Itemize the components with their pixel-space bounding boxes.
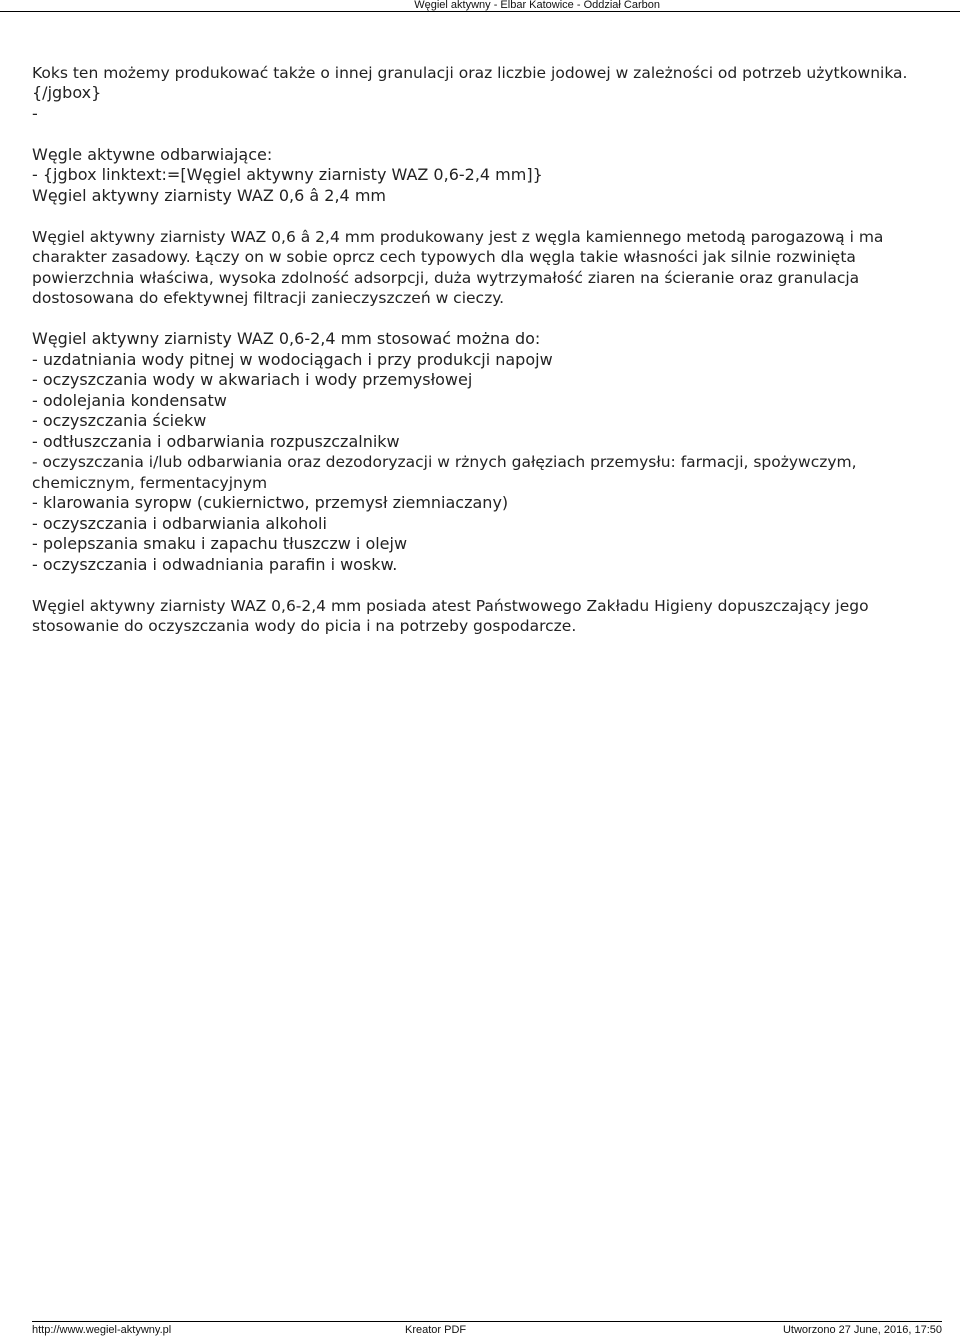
application-item: - uzdatniania wody pitnej w wodociągach i przy produkcji napojw [32, 349, 553, 369]
section-heading: Węgle aktywne odbarwiające: [32, 144, 278, 164]
application-item: - oczyszczania i/lub odbarwiania oraz dezodoryzacji w rżnych gałęziach przemysłu: farmacji, spożywczym, chemicznym, fermentacyjnym [32, 453, 857, 492]
blank-line [32, 42, 942, 63]
applications-heading: Węgiel aktywny ziarnisty WAZ 0,6-2,4 mm stosować można do: [32, 329, 546, 348]
blank-line [32, 575, 942, 596]
blank-line [32, 124, 942, 145]
product-title: Węgiel aktywny ziarnisty WAZ 0,6 â 2,4 mm [32, 185, 386, 205]
application-item: - oczyszczania ściekw [32, 411, 207, 430]
text-line: {/jgbox} [32, 83, 107, 102]
blank-line [32, 309, 942, 330]
page-footer [32, 1321, 942, 1338]
product-description: Węgiel aktywny ziarnisty WAZ 0,6 â 2,4 mm produkowany jest z węgla kamiennego metodą parogazową i ma charakter zasadowy. Łączy on w sobie oprcz cech typowych dla węgla takie własności jak silnie rozwinięta powierzchnia właściwa, wysoka zdolność adsorpcji, duża wytrzymałość ziaren na ścieranie oraz granulacja dostosowana do efektywnej filtracji zanieczyszczeń w cieczy. [32, 227, 884, 307]
application-item: - polepszania smaku i zapachu tłuszczw i olejw [32, 534, 408, 553]
document-body [32, 42, 942, 637]
application-item: - oczyszczania i odwadniania parafin i woskw. [32, 554, 398, 574]
text-line: - [32, 103, 43, 123]
page-header [0, 0, 960, 12]
header-title: Węgiel aktywny - Elbar Katowice - Oddział Carbon [414, 0, 660, 11]
footer-created: Utworzono 27 June, 2016, 17:50 [782, 1324, 942, 1336]
application-item: - oczyszczania wody w akwariach i wody przemysłowej [32, 370, 473, 389]
blank-line [32, 206, 942, 227]
certificate-paragraph: Węgiel aktywny ziarnisty WAZ 0,6-2,4 mm posiada atest Państwowego Zakładu Higieny dopuszczający jego stosowanie do oczyszczania wody do picia i na potrzeby gospodarcze. [32, 596, 869, 635]
application-item: - odtłuszczania i odbarwiania rozpuszczalnikw [32, 431, 400, 451]
paragraph-granulation: Koks ten możemy produkować także o innej granulacji oraz liczbie jodowej w zależności od potrzeb użytkownika. [32, 63, 908, 82]
application-item: - oczyszczania i odbarwiania alkoholi [32, 513, 327, 533]
footer-url: http://www.wegiel-aktywny.pl [32, 1324, 172, 1336]
footer-generator: Kreator PDF [405, 1324, 467, 1336]
application-item: - klarowania syropw (cukiernictwo, przemysł ziemniaczany) [32, 493, 509, 512]
application-item: - odolejania kondensatw [32, 390, 227, 410]
jgbox-link-line: - {jgbox linktext:=[Węgiel aktywny ziarnisty WAZ 0,6-2,4 mm]} [32, 165, 548, 184]
